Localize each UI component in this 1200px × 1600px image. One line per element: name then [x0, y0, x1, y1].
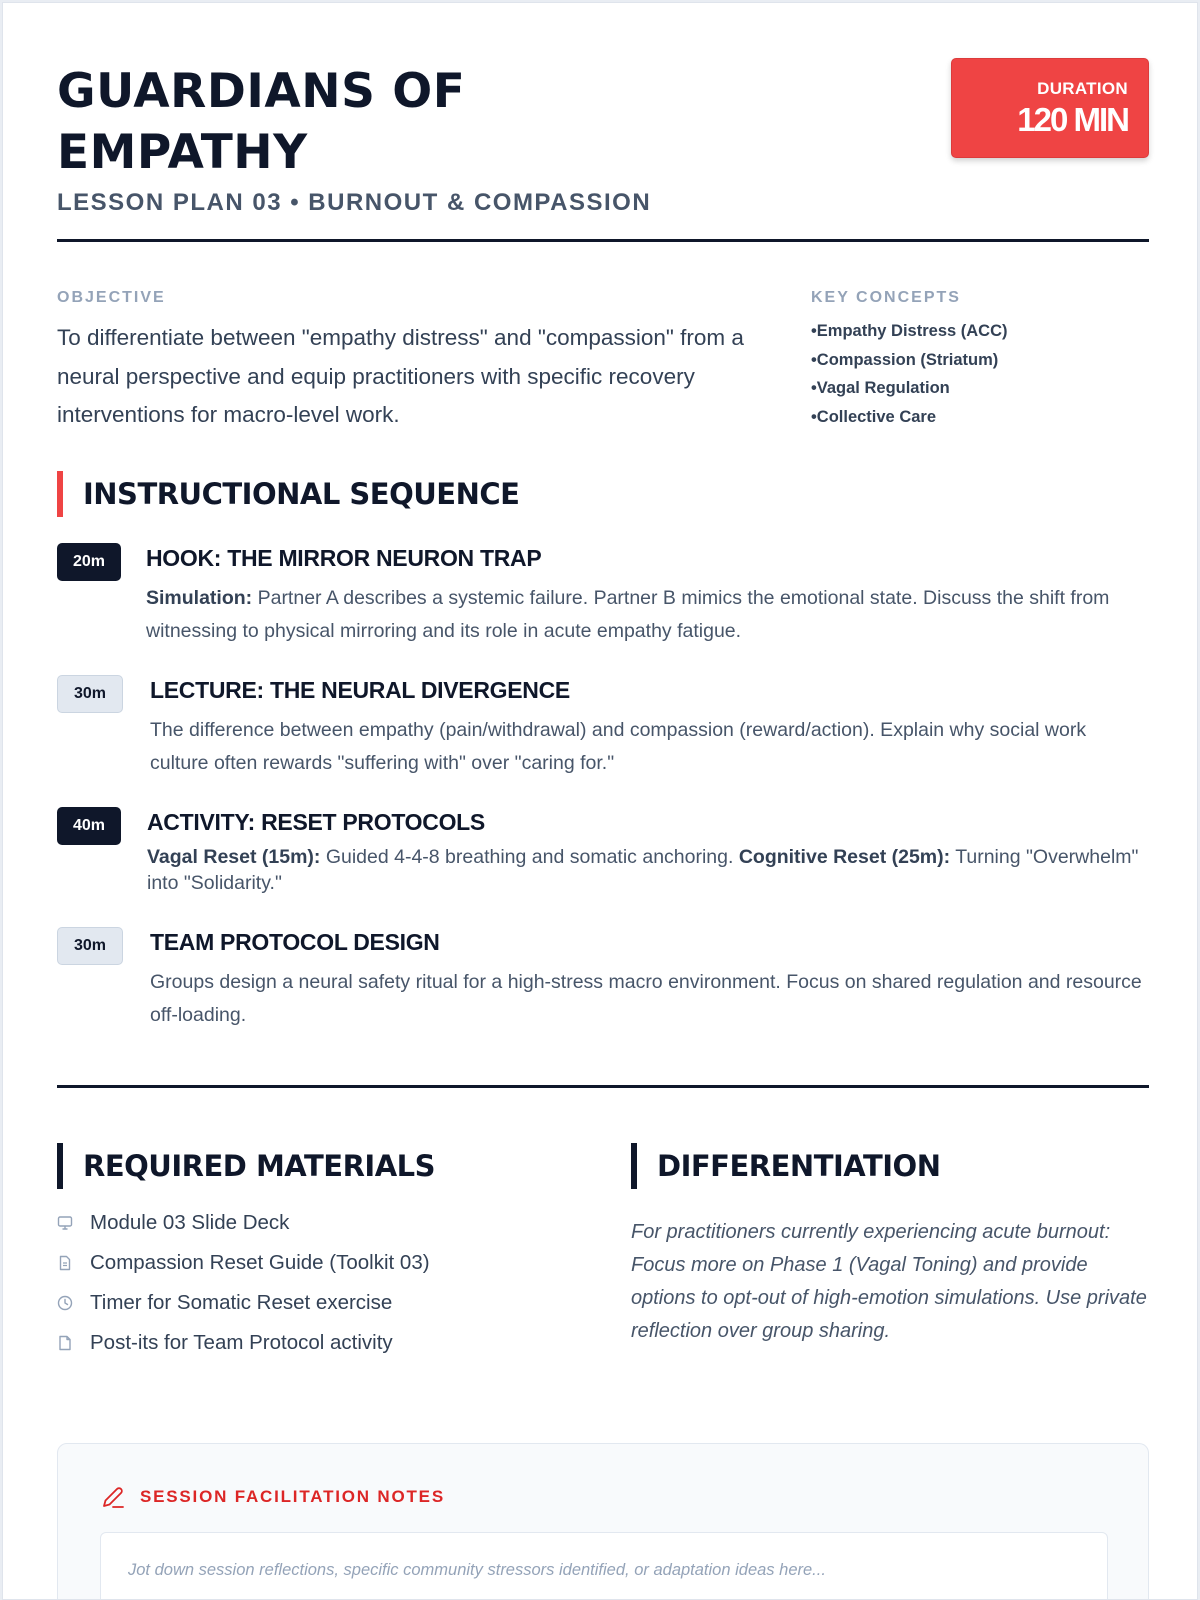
key-concept-item: • Collective Care: [811, 403, 1151, 432]
time-badge: 30m: [57, 675, 123, 713]
differentiation-title: DIFFERENTIATION: [657, 1149, 941, 1183]
objective-text: To differentiate between "empathy distress" and "compassion" from a neural perspective and equip practitioners with specific recovery interventions for macro-level work.: [57, 325, 744, 427]
notes-label: SESSION FACILITATION NOTES: [140, 1487, 445, 1506]
instructional-sequence-heading: [57, 471, 519, 517]
instructional-sequence-title: INSTRUCTIONAL SEQUENCE: [83, 477, 520, 511]
step-description: [147, 844, 1149, 896]
material-item: [57, 1283, 597, 1323]
objective-section: [57, 289, 777, 435]
key-concept-item: • Empathy Distress (ACC): [811, 317, 1151, 346]
step-description-emphasis: Vagal Reset (15m):: [147, 846, 321, 868]
heading-accent-bar: [631, 1143, 637, 1189]
step-description: Groups design a neural safety ritual for a high-stress macro environment. Focus on shared regulation and resource off-loading.: [150, 971, 1142, 1026]
materials-list: [57, 1203, 597, 1363]
page-subtitle: LESSON PLAN 03 • BURNOUT & COMPASSION: [57, 189, 652, 216]
key-concept-item: • Compassion (Striatum): [811, 346, 1151, 375]
differentiation-text: For practitioners currently experiencing acute burnout: Focus more on Phase 1 (Vagal Toning) and provide options to opt-out of high-emotion simulations. Use private reflection over group sharing.: [631, 1221, 1147, 1342]
section-divider: [57, 1085, 1149, 1088]
note-icon: [57, 1335, 73, 1351]
material-item: [57, 1203, 597, 1243]
lesson-plan-page: [2, 2, 1198, 1600]
document-icon: [57, 1255, 73, 1271]
materials-heading: [57, 1143, 435, 1189]
step-description: The difference between empathy (pain/withdrawal) and compassion (reward/action). Explain why social work culture often rewards "suffering with" over "caring for.": [150, 719, 1087, 774]
heading-accent-bar: [57, 1143, 63, 1189]
step-description-text: Turning "Overwhelm" into "Solidarity.": [147, 846, 1139, 894]
material-label: Timer for Somatic Reset exercise: [90, 1291, 393, 1314]
time-badge: 40m: [57, 807, 121, 845]
step-description-emphasis: Simulation:: [146, 587, 253, 609]
duration-label: DURATION: [1037, 79, 1128, 98]
monitor-icon: [57, 1215, 73, 1231]
facilitation-notes-input[interactable]: [100, 1532, 1108, 1600]
facilitation-notes-panel: [57, 1443, 1149, 1600]
objective-label: OBJECTIVE: [57, 289, 166, 306]
step-description-text: Guided 4-4-8 breathing and somatic anchoring.: [320, 846, 739, 868]
heading-accent-bar: [57, 471, 63, 517]
key-concept-item: • Vagal Regulation: [811, 374, 1151, 403]
step-description: [146, 582, 1149, 648]
time-badge: 30m: [57, 927, 123, 965]
header: [57, 61, 1149, 217]
time-badge: 20m: [57, 543, 121, 581]
differentiation-heading: [631, 1143, 940, 1189]
material-label: Module 03 Slide Deck: [90, 1211, 290, 1234]
page-title: GUARDIANS OF EMPATHY: [57, 64, 466, 180]
key-concepts-list: [811, 317, 1151, 431]
key-concepts-label: KEY CONCEPTS: [811, 289, 961, 306]
step-description-text: Partner A describes a systemic failure. Partner B mimics the emotional state. Discuss the shift from witnessing to physical mirroring and its role in acute empathy fatigue.: [146, 587, 1110, 642]
key-concepts-section: [811, 289, 1151, 431]
step-title: TEAM PROTOCOL DESIGN: [150, 929, 440, 955]
pencil-icon: [100, 1484, 126, 1510]
material-label: Compassion Reset Guide (Toolkit 03): [90, 1251, 430, 1274]
duration-badge: [951, 58, 1149, 158]
notes-header: [100, 1484, 445, 1510]
material-item: [57, 1323, 597, 1363]
header-divider: [57, 239, 1149, 242]
materials-title: REQUIRED MATERIALS: [83, 1149, 436, 1183]
step-title: LECTURE: THE NEURAL DIVERGENCE: [150, 677, 570, 703]
material-label: Post-its for Team Protocol activity: [90, 1331, 393, 1354]
clock-icon: [57, 1295, 73, 1311]
step-title: ACTIVITY: RESET PROTOCOLS: [147, 809, 485, 835]
duration-value: 120 MIN: [1017, 101, 1128, 138]
material-item: [57, 1243, 597, 1283]
step-title: HOOK: THE MIRROR NEURON TRAP: [146, 545, 542, 571]
step-description-emphasis: Cognitive Reset (25m):: [738, 846, 951, 868]
